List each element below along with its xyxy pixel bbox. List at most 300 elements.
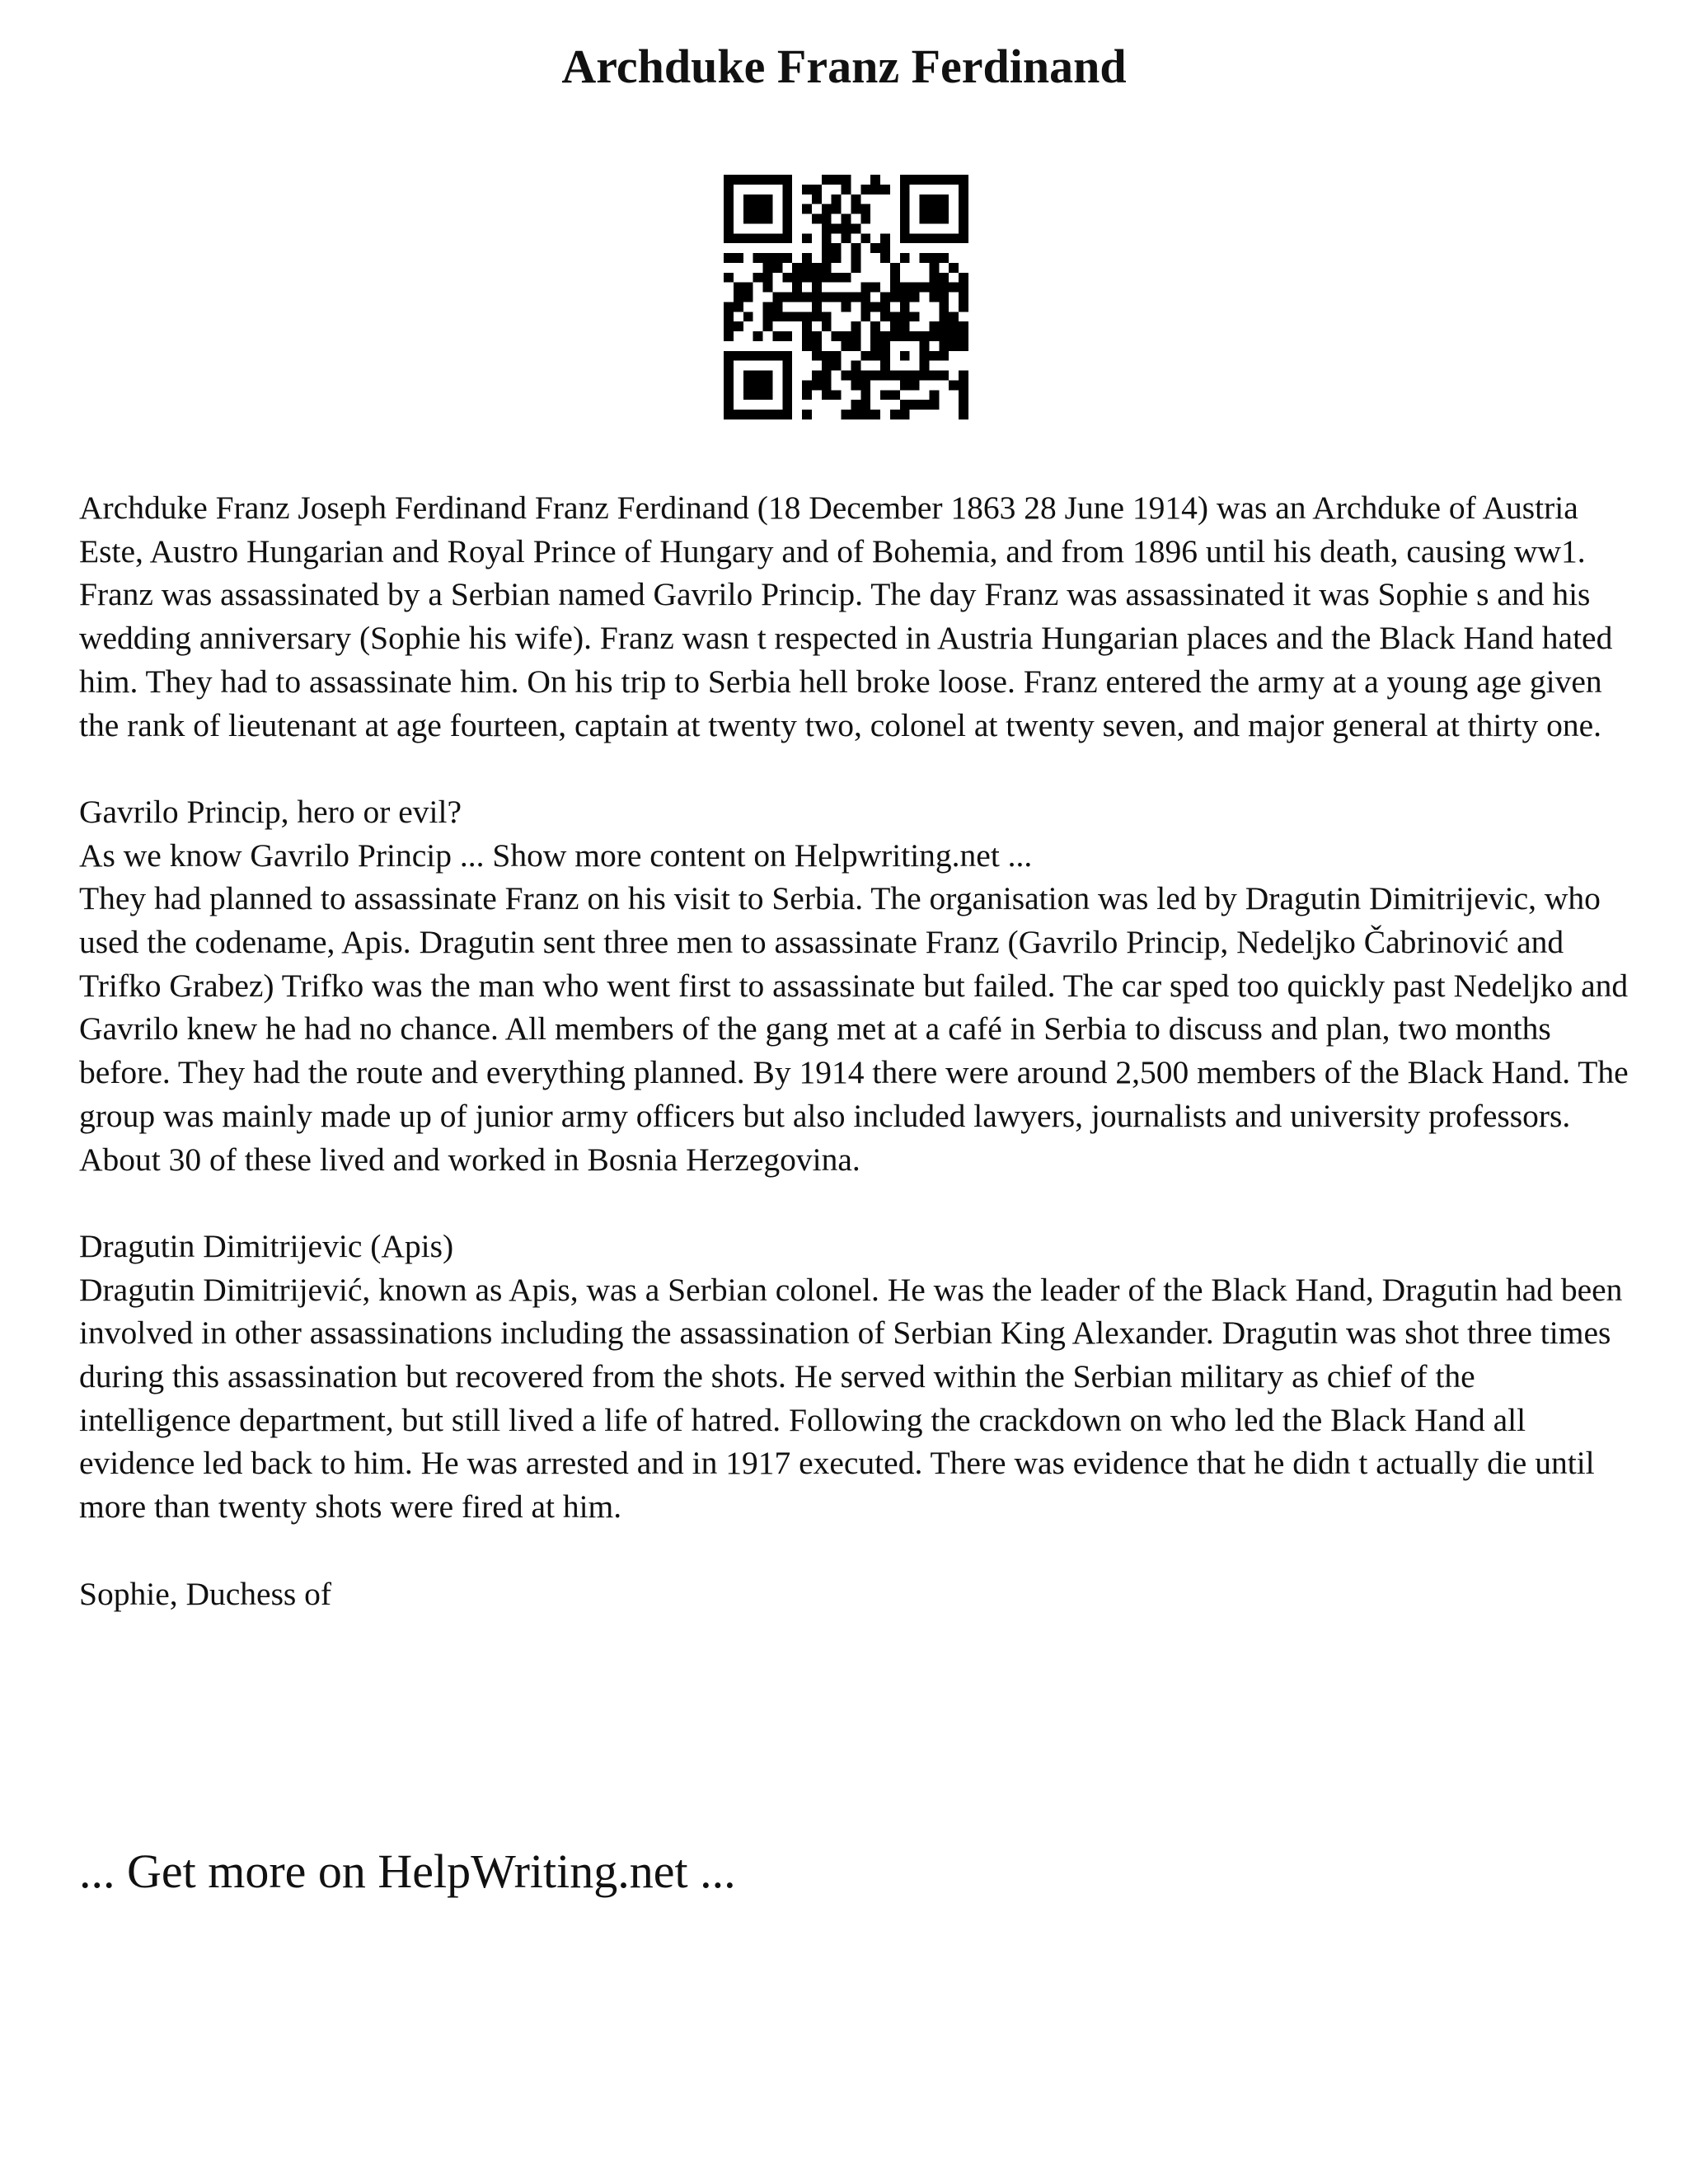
qr-module xyxy=(753,273,763,283)
qr-module xyxy=(900,194,910,204)
qr-module xyxy=(842,214,851,224)
qr-module xyxy=(802,253,812,263)
qr-module xyxy=(782,400,792,410)
qr-module xyxy=(832,175,842,185)
qr-module xyxy=(743,204,753,214)
qr-module xyxy=(832,273,842,283)
qr-module xyxy=(753,253,763,263)
qr-module xyxy=(910,233,920,243)
qr-module xyxy=(772,410,782,419)
qr-module xyxy=(832,194,842,204)
qr-module xyxy=(782,380,792,390)
qr-module xyxy=(734,233,743,243)
qr-module xyxy=(929,175,939,185)
qr-module xyxy=(910,380,920,390)
qr-module xyxy=(763,390,773,400)
qr-module xyxy=(822,380,832,390)
qr-module xyxy=(782,312,792,321)
qr-module xyxy=(842,273,851,283)
qr-module xyxy=(939,175,949,185)
qr-module xyxy=(802,341,812,351)
qr-module xyxy=(832,243,842,253)
qr-module xyxy=(860,283,870,293)
qr-module xyxy=(802,293,812,302)
qr-module xyxy=(782,175,792,185)
qr-module xyxy=(851,321,860,331)
qr-module xyxy=(920,283,930,293)
qr-module xyxy=(929,390,939,400)
qr-module xyxy=(959,204,968,214)
qr-module xyxy=(763,175,773,185)
qr-module xyxy=(734,321,743,331)
qr-module xyxy=(900,331,910,341)
qr-module xyxy=(812,283,822,293)
qr-module xyxy=(939,214,949,224)
qr-module xyxy=(949,321,959,331)
qr-module xyxy=(782,185,792,194)
qr-module xyxy=(860,380,870,390)
qr-module xyxy=(959,273,968,283)
qr-module xyxy=(842,293,851,302)
qr-module xyxy=(782,371,792,381)
qr-module xyxy=(842,175,851,185)
qr-module xyxy=(812,273,822,283)
qr-module xyxy=(929,263,939,273)
qr-module xyxy=(802,204,812,214)
qr-module xyxy=(880,331,890,341)
qr-module xyxy=(822,361,832,371)
qr-module xyxy=(743,410,753,419)
qr-module xyxy=(860,371,870,381)
qr-module xyxy=(880,312,890,321)
qr-module xyxy=(822,223,832,233)
qr-module xyxy=(832,293,842,302)
qr-module xyxy=(959,233,968,243)
qr-module xyxy=(939,204,949,214)
qr-module xyxy=(724,390,734,400)
qr-module xyxy=(890,321,900,331)
qr-module xyxy=(812,302,822,312)
qr-module xyxy=(763,263,773,273)
qr-module xyxy=(763,410,773,419)
qr-module xyxy=(870,371,880,381)
qr-module xyxy=(929,283,939,293)
qr-module xyxy=(802,312,812,321)
qr-module xyxy=(822,214,832,224)
qr-module xyxy=(822,273,832,283)
qr-module xyxy=(782,214,792,224)
qr-module xyxy=(724,371,734,381)
qr-module xyxy=(920,214,930,224)
qr-module xyxy=(832,223,842,233)
qr-module xyxy=(890,283,900,293)
qr-module xyxy=(822,371,832,381)
qr-module xyxy=(890,331,900,341)
qr-module xyxy=(724,223,734,233)
qr-module xyxy=(753,214,763,224)
qr-module xyxy=(724,361,734,371)
qr-module xyxy=(802,380,812,390)
qr-module xyxy=(851,253,860,263)
qr-module xyxy=(782,273,792,283)
qr-module xyxy=(743,214,753,224)
qr-module xyxy=(782,233,792,243)
qr-module xyxy=(870,351,880,361)
qr-module xyxy=(939,194,949,204)
black-hand-paragraph: They had planned to assassinate Franz on his visit to Serbia. The organisation was led by Dragutin Dimitrijevic, who used the codename, Apis. Dragutin sent three men to assassinate Franz (Gavrilo Princip, Nedeljko Čabrinović and Trifko Grabez) Trifko was the man who went first to assassinate but failed. The car sped too quickly past Nedeljko and Gavrilo knew he had no chance. All members of the gang met at a café in Serbia to discuss and plan, two months before. They had the route and everything planned. By 1914 there were around 2,500 members of the Black Hand. The group was mainly made up of junior army officers but also included lawyers, journalists and university professors. About 30 of these lived and worked in Bosnia Herzegovina. xyxy=(79,880,1629,1178)
qr-module xyxy=(724,233,734,243)
qr-module xyxy=(959,223,968,233)
qr-module xyxy=(802,233,812,243)
qr-module xyxy=(920,194,930,204)
qr-module xyxy=(890,263,900,273)
qr-module xyxy=(842,302,851,312)
qr-module xyxy=(949,263,959,273)
qr-module xyxy=(959,400,968,410)
qr-module xyxy=(792,312,802,321)
section-heading-princip: Gavrilo Princip, hero or evil? xyxy=(79,793,462,830)
qr-module xyxy=(772,302,782,312)
qr-module xyxy=(910,283,920,293)
qr-module xyxy=(860,233,870,243)
qr-module xyxy=(734,283,743,293)
qr-module xyxy=(851,331,860,341)
qr-module xyxy=(724,400,734,410)
qr-module xyxy=(842,223,851,233)
qr-module xyxy=(939,371,949,381)
qr-module xyxy=(832,204,842,214)
qr-module xyxy=(860,400,870,410)
qr-module xyxy=(812,263,822,273)
qr-module xyxy=(822,204,832,214)
qr-module xyxy=(792,263,802,273)
qr-module xyxy=(832,361,842,371)
qr-module xyxy=(900,175,910,185)
qr-module xyxy=(753,371,763,381)
qr-module xyxy=(900,293,910,302)
qr-module xyxy=(763,233,773,243)
qr-module xyxy=(880,341,890,351)
qr-module xyxy=(900,410,910,419)
qr-module xyxy=(870,175,880,185)
qr-module xyxy=(743,390,753,400)
qr-module xyxy=(812,371,822,381)
qr-module xyxy=(860,204,870,214)
article-body xyxy=(79,486,1629,1615)
qr-module xyxy=(822,253,832,263)
qr-module xyxy=(929,293,939,302)
qr-module xyxy=(763,253,773,263)
qr-module xyxy=(939,302,949,312)
qr-module xyxy=(959,185,968,194)
qr-module xyxy=(851,410,860,419)
qr-module xyxy=(939,331,949,341)
qr-module xyxy=(782,194,792,204)
qr-module xyxy=(851,293,860,302)
qr-module xyxy=(851,204,860,214)
qr-module xyxy=(920,361,930,371)
qr-module xyxy=(832,331,842,341)
qr-module xyxy=(832,253,842,263)
qr-module xyxy=(772,263,782,273)
qr-module xyxy=(743,233,753,243)
qr-module xyxy=(929,321,939,331)
qr-code-icon xyxy=(724,175,968,419)
qr-module xyxy=(743,194,753,204)
qr-module xyxy=(949,312,959,321)
qr-module xyxy=(900,302,910,312)
qr-module xyxy=(792,293,802,302)
qr-module xyxy=(782,331,792,341)
qr-module xyxy=(734,293,743,302)
qr-module xyxy=(724,204,734,214)
qr-module xyxy=(949,283,959,293)
get-more-link[interactable]: ... Get more on HelpWriting.net ... xyxy=(79,1844,736,1898)
qr-module xyxy=(959,175,968,185)
qr-module xyxy=(851,243,860,253)
qr-module xyxy=(870,185,880,194)
qr-module xyxy=(724,321,734,331)
qr-module xyxy=(880,351,890,361)
qr-module xyxy=(753,204,763,214)
qr-module xyxy=(734,175,743,185)
qr-module xyxy=(772,253,782,263)
qr-module xyxy=(822,243,832,253)
qr-module xyxy=(734,410,743,419)
qr-module xyxy=(900,185,910,194)
qr-module xyxy=(743,380,753,390)
qr-module xyxy=(822,312,832,321)
qr-module xyxy=(929,233,939,243)
intro-paragraph: Archduke Franz Joseph Ferdinand Franz Ferdinand (18 December 1863 28 June 1914) was an Archduke of Austria Este, Austro Hungarian and Royal Prince of Hungary and of Bohemia, and from 1896 until his death, causing ww1. Franz was assassinated by a Serbian named Gavrilo Princip. The day Franz was assassinated it was Sophie s and his wedding anniversary (Sophie his wife). Franz wasn t respected in Austria Hungarian places and the Black Hand hated him. They had to assassinate him. On his trip to Serbia hell broke loose. Franz entered the army at a young age given the rank of lieutenant at age fourteen, captain at twenty two, colonel at twenty seven, and major general at thirty one. xyxy=(79,490,1613,743)
qr-module xyxy=(860,390,870,400)
qr-module xyxy=(832,351,842,361)
qr-module xyxy=(763,214,773,224)
qr-module xyxy=(870,302,880,312)
qr-module xyxy=(851,223,860,233)
qr-module xyxy=(763,194,773,204)
qr-module xyxy=(929,194,939,204)
qr-module xyxy=(900,214,910,224)
qr-module xyxy=(920,331,930,341)
qr-module xyxy=(782,253,792,263)
qr-module xyxy=(734,253,743,263)
qr-module xyxy=(860,214,870,224)
qr-module xyxy=(734,302,743,312)
qr-module xyxy=(763,283,773,293)
qr-module xyxy=(772,351,782,361)
qr-module xyxy=(870,331,880,341)
qr-module xyxy=(772,312,782,321)
qr-module xyxy=(860,185,870,194)
qr-module xyxy=(782,390,792,400)
qr-module xyxy=(939,312,949,321)
qr-module xyxy=(929,400,939,410)
qr-module xyxy=(743,283,753,293)
qr-module xyxy=(939,351,949,361)
qr-module xyxy=(763,351,773,361)
qr-module xyxy=(959,380,968,390)
paragraph-spacer xyxy=(79,747,1629,790)
qr-module xyxy=(753,194,763,204)
qr-module xyxy=(724,302,734,312)
qr-module xyxy=(900,223,910,233)
qr-module xyxy=(753,380,763,390)
qr-module xyxy=(880,243,890,253)
qr-module xyxy=(763,302,773,312)
qr-module xyxy=(734,351,743,361)
qr-module xyxy=(900,253,910,263)
qr-module xyxy=(812,331,822,341)
qr-module xyxy=(880,185,890,194)
qr-module xyxy=(920,233,930,243)
qr-module xyxy=(812,293,822,302)
qr-module xyxy=(959,321,968,331)
qr-module xyxy=(929,214,939,224)
qr-module xyxy=(890,293,900,302)
qr-module xyxy=(959,341,968,351)
qr-module xyxy=(743,175,753,185)
qr-module xyxy=(910,293,920,302)
qr-module xyxy=(929,204,939,214)
qr-module xyxy=(802,321,812,331)
qr-module xyxy=(822,293,832,302)
qr-module xyxy=(900,312,910,321)
qr-module xyxy=(763,204,773,214)
qr-module xyxy=(782,293,792,302)
qr-module xyxy=(920,204,930,214)
qr-module xyxy=(890,371,900,381)
qr-module xyxy=(753,175,763,185)
qr-module xyxy=(763,273,773,283)
qr-module xyxy=(929,371,939,381)
qr-module xyxy=(910,400,920,410)
qr-module xyxy=(763,321,773,331)
page-title: Archduke Franz Ferdinand xyxy=(561,40,1127,93)
qr-module xyxy=(812,341,822,351)
qr-module xyxy=(890,273,900,283)
qr-module xyxy=(939,283,949,293)
qr-module xyxy=(900,400,910,410)
qr-module xyxy=(910,312,920,321)
qr-module xyxy=(743,312,753,321)
qr-module xyxy=(870,410,880,419)
qr-module xyxy=(920,351,930,361)
qr-module xyxy=(842,185,851,194)
qr-module xyxy=(851,380,860,390)
qr-module xyxy=(724,312,734,321)
qr-module xyxy=(870,283,880,293)
qr-module xyxy=(772,293,782,302)
qr-module xyxy=(860,312,870,321)
qr-module xyxy=(959,302,968,312)
qr-module xyxy=(763,371,773,381)
qr-module xyxy=(782,223,792,233)
show-more-teaser: As we know Gavrilo Princip ... Show more content on Helpwriting.net ... xyxy=(79,837,1033,874)
qr-module xyxy=(929,351,939,361)
apis-paragraph: Dragutin Dimitrijević, known as Apis, was a Serbian colonel. He was the leader of the Black Hand, Dragutin had been involved in other assassinations including the assassination of Serbian King Alexander. Dragutin was shot three times during this assassination but recovered from the shots. He served within the Serbian military as chief of the intelligence department, but still lived a life of hatred. Following the crackdown on who led the Black Hand all evidence led back to him. He was arrested and in 1917 executed. There was evidence that he didn t actually die until more than twenty shots were fired at him. xyxy=(79,1271,1623,1526)
qr-module xyxy=(880,302,890,312)
qr-module xyxy=(870,321,880,331)
qr-module xyxy=(743,351,753,361)
qr-module xyxy=(724,194,734,204)
qr-module xyxy=(929,331,939,341)
qr-module xyxy=(842,341,851,351)
qr-module xyxy=(802,390,812,400)
qr-module xyxy=(851,194,860,204)
qr-module xyxy=(763,380,773,390)
qr-module xyxy=(724,175,734,185)
qr-module xyxy=(949,331,959,341)
qr-module xyxy=(929,253,939,263)
qr-module xyxy=(724,185,734,194)
qr-module xyxy=(842,371,851,381)
qr-module xyxy=(860,302,870,312)
qr-module xyxy=(832,390,842,400)
qr-module xyxy=(753,331,763,341)
qr-module xyxy=(842,410,851,419)
qr-module xyxy=(822,351,832,361)
qr-module xyxy=(939,293,949,302)
qr-module xyxy=(812,185,822,194)
qr-module xyxy=(851,400,860,410)
qr-module xyxy=(880,371,890,381)
qr-module xyxy=(920,175,930,185)
qr-module xyxy=(842,233,851,243)
qr-module xyxy=(870,243,880,253)
qr-module xyxy=(900,380,910,390)
qr-module xyxy=(851,361,860,371)
qr-module xyxy=(812,312,822,321)
qr-module xyxy=(812,214,822,224)
qr-module xyxy=(900,321,910,331)
qr-module xyxy=(959,214,968,224)
qr-module xyxy=(860,410,870,419)
qr-module xyxy=(880,233,890,243)
qr-module xyxy=(802,410,812,419)
qr-module xyxy=(959,331,968,341)
qr-module xyxy=(822,233,832,243)
qr-module xyxy=(920,253,930,263)
qr-module xyxy=(949,233,959,243)
qr-module xyxy=(772,233,782,243)
qr-module xyxy=(782,351,792,361)
qr-module xyxy=(939,341,949,351)
qr-module xyxy=(822,263,832,273)
qr-module xyxy=(910,175,920,185)
qr-module xyxy=(900,204,910,214)
qr-module xyxy=(743,293,753,302)
qr-module xyxy=(724,214,734,224)
qr-module xyxy=(860,351,870,361)
paragraph-spacer xyxy=(79,1529,1629,1572)
qr-module xyxy=(949,341,959,351)
qr-module xyxy=(802,185,812,194)
qr-module xyxy=(753,410,763,419)
qr-module xyxy=(822,175,832,185)
qr-module xyxy=(870,341,880,351)
qr-module xyxy=(900,233,910,243)
qr-module xyxy=(802,331,812,341)
qr-module xyxy=(929,273,939,283)
section-heading-apis: Dragutin Dimitrijevic (Apis) xyxy=(79,1227,454,1264)
qr-module xyxy=(939,321,949,331)
qr-module xyxy=(939,253,949,263)
qr-module xyxy=(792,283,802,293)
qr-module xyxy=(812,380,822,390)
qr-module xyxy=(851,341,860,351)
qr-module xyxy=(920,341,930,351)
